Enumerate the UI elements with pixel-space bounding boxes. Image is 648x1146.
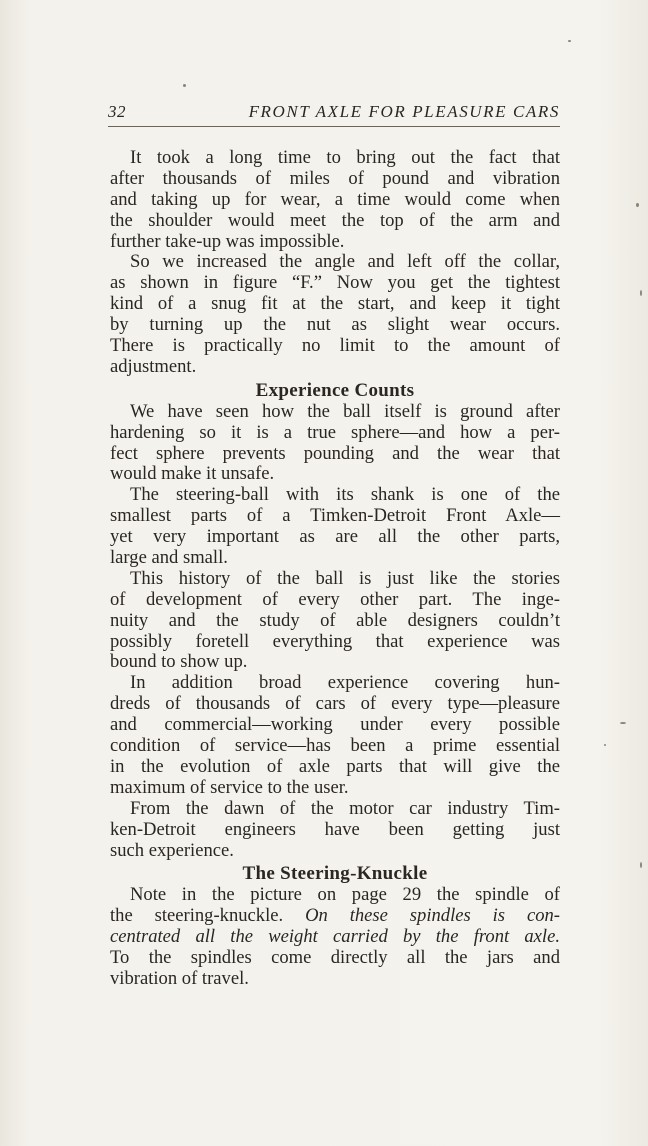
page-number: 32 [108,102,126,121]
text-line: vibration of travel. [110,967,249,989]
paper-speck [640,290,642,296]
text-line: It took a long time to bring out the fact that [130,147,560,168]
text-line: dreds of thousands of cars of every type—pleasure [110,693,560,715]
text-roman: the steering-knuckle. [110,905,284,927]
text-line: kind of a snug fit at the start, and keep it tight [110,293,560,315]
paper-speck [568,40,571,42]
text-line: fect sphere prevents pounding and the wear that [110,442,560,464]
text-line: We have seen how the ball itself is ground after [130,400,560,422]
text-line-mixed [110,906,560,927]
text-line: yet very important as are all the other parts, [110,526,560,548]
text-line: hardening so it is a true sphere—and how a per- [110,421,560,443]
text-line: In addition broad experience covering hun- [130,672,560,694]
text-line: in the evolution of axle parts that will give the [110,755,560,777]
text-line: To the spindles come directly all the jars and [110,947,560,969]
text-line: adjustment. [110,355,197,377]
text-line: and commercial—working under every possible [110,714,560,736]
text-line: nuity and the study of able designers couldn’t [110,609,560,631]
text-line: would make it unsafe. [110,463,275,485]
text-italic: On these spindles is con- [305,905,560,927]
text-line: From the dawn of the motor car industry Tim- [130,797,560,819]
paper-speck [620,722,626,724]
text-line: bound to show up. [110,651,248,673]
paper-speck [640,862,642,868]
paper-speck [604,744,606,746]
section-heading-steering-knuckle: The Steering-Knuckle [242,863,428,885]
body-text [110,148,560,990]
text-line-italic: centrated all the weight carried by the front axle. [110,926,560,948]
text-line: large and small. [110,547,228,569]
text-line: as shown in figure “F.” Now you get the tightest [110,272,560,294]
text-line: the shoulder would meet the top of the arm and [110,209,560,231]
text-line: possibly foretell everything that experience was [110,630,560,652]
text-line: of development of every other part. The inge- [110,588,560,610]
text-line: after thousands of miles of pound and vibration [110,167,560,189]
text-line: This history of the ball is just like the stories [130,567,560,589]
text-line: maximum of service to the user. [110,776,349,798]
text-line: and taking up for wear, a time would come when [110,188,560,210]
text-line: The steering-ball with its shank is one of the [130,484,560,506]
text-line: smallest parts of a Timken-Detroit Front Axle— [110,505,560,527]
text-line: further take-up was impossible. [110,230,345,252]
text-line: such experience. [110,839,234,861]
text-line: by turning up the nut as slight wear occurs. [110,314,560,336]
text-line: ken-Detroit engineers have been getting just [110,818,560,840]
section-heading-experience-counts: Experience Counts [255,379,415,401]
text-line: Note in the picture on page 29 the spindle of [130,884,560,906]
paper-speck [183,84,186,87]
paper-speck [636,203,639,207]
text-line: So we increased the angle and left off the collar, [130,251,560,273]
text-line: condition of service—has been a prime essential [110,735,560,757]
running-title: FRONT AXLE FOR PLEASURE CARS [248,102,560,121]
text-line: There is practically no limit to the amount of [110,335,560,357]
running-head [108,100,560,127]
